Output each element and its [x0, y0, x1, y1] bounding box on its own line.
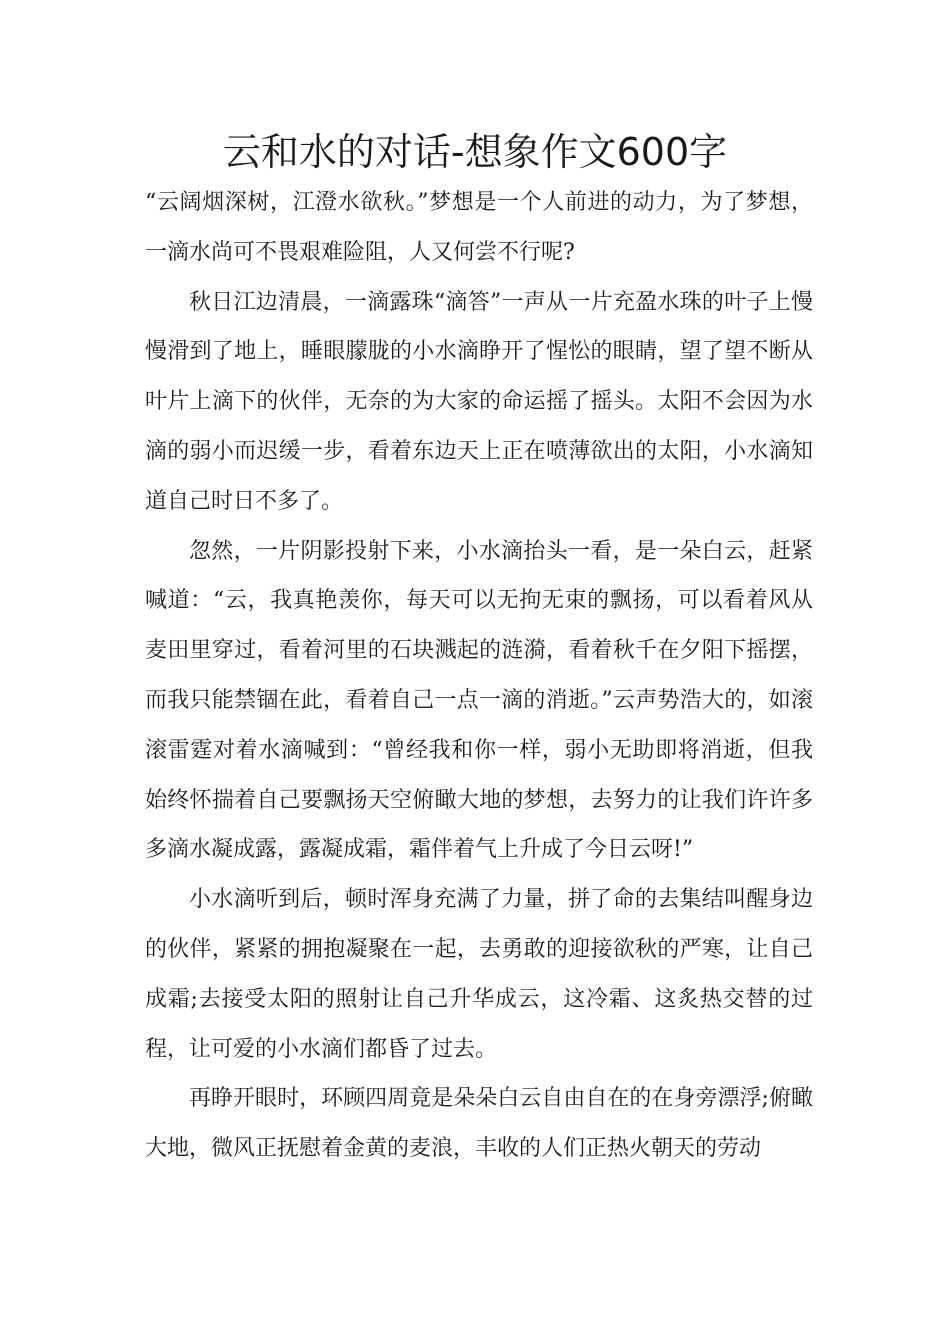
document-body [145, 178, 813, 1174]
paragraph: 小水滴听到后，顿时浑身充满了力量，拼了命的去集结叫醒身边的伙伴，紧紧的拥抱凝聚在一起，去勇敢的迎接欲秋的严寒，让自己成霜;去接受太阳的照射让自己升华成云，这冷霜、这炙热交替的过程，让可爱的小水滴们都昏了过去。 [145, 887, 813, 1062]
paragraph: 秋日江边清晨，一滴露珠“滴答”一声从一片充盈水珠的叶子上慢慢滑到了地上，睡眼朦胧的小水滴睁开了惺忪的眼睛，望了望不断从叶片上滴下的伙伴，无奈的为大家的命运摇了摇头。太阳不会因为水滴的弱小而迟缓一步，看着东边天上正在喷薄欲出的太阳，小水滴知道自己时日不多了。 [145, 289, 813, 514]
paragraph-intro: “云阔烟深树，江澄水欲秋。”梦想是一个人前进的动力，为了梦想，一滴水尚可不畏艰难险阻，人又何尝不行呢? [145, 190, 813, 265]
document-title: 云和水的对话-想象作文600字 [222, 130, 728, 174]
paragraph: 忽然，一片阴影投射下来，小水滴抬头一看，是一朵白云，赶紧喊道：“云，我真艳羡你，每天可以无拘无束的飘扬，可以看着风从麦田里穿过，看着河里的石块溅起的涟漪，看着秋千在夕阳下摇摆，而我只能禁锢在此，看着自己一点一滴的消逝。”云声势浩大的，如滚滚雷霆对着水滴喊到：“曾经我和你一样，弱小无助即将消逝，但我始终怀揣着自己要飘扬天空俯瞰大地的梦想，去努力的让我们许许多多滴水凝成露，露凝成霜，霜伴着气上升成了今日云呀!” [145, 538, 813, 863]
paragraph: 再睁开眼时，环顾四周竟是朵朵白云自由自在的在身旁漂浮;俯瞰大地，微风正抚慰着金黄的麦浪，丰收的人们正热火朝天的劳动 [145, 1086, 813, 1162]
